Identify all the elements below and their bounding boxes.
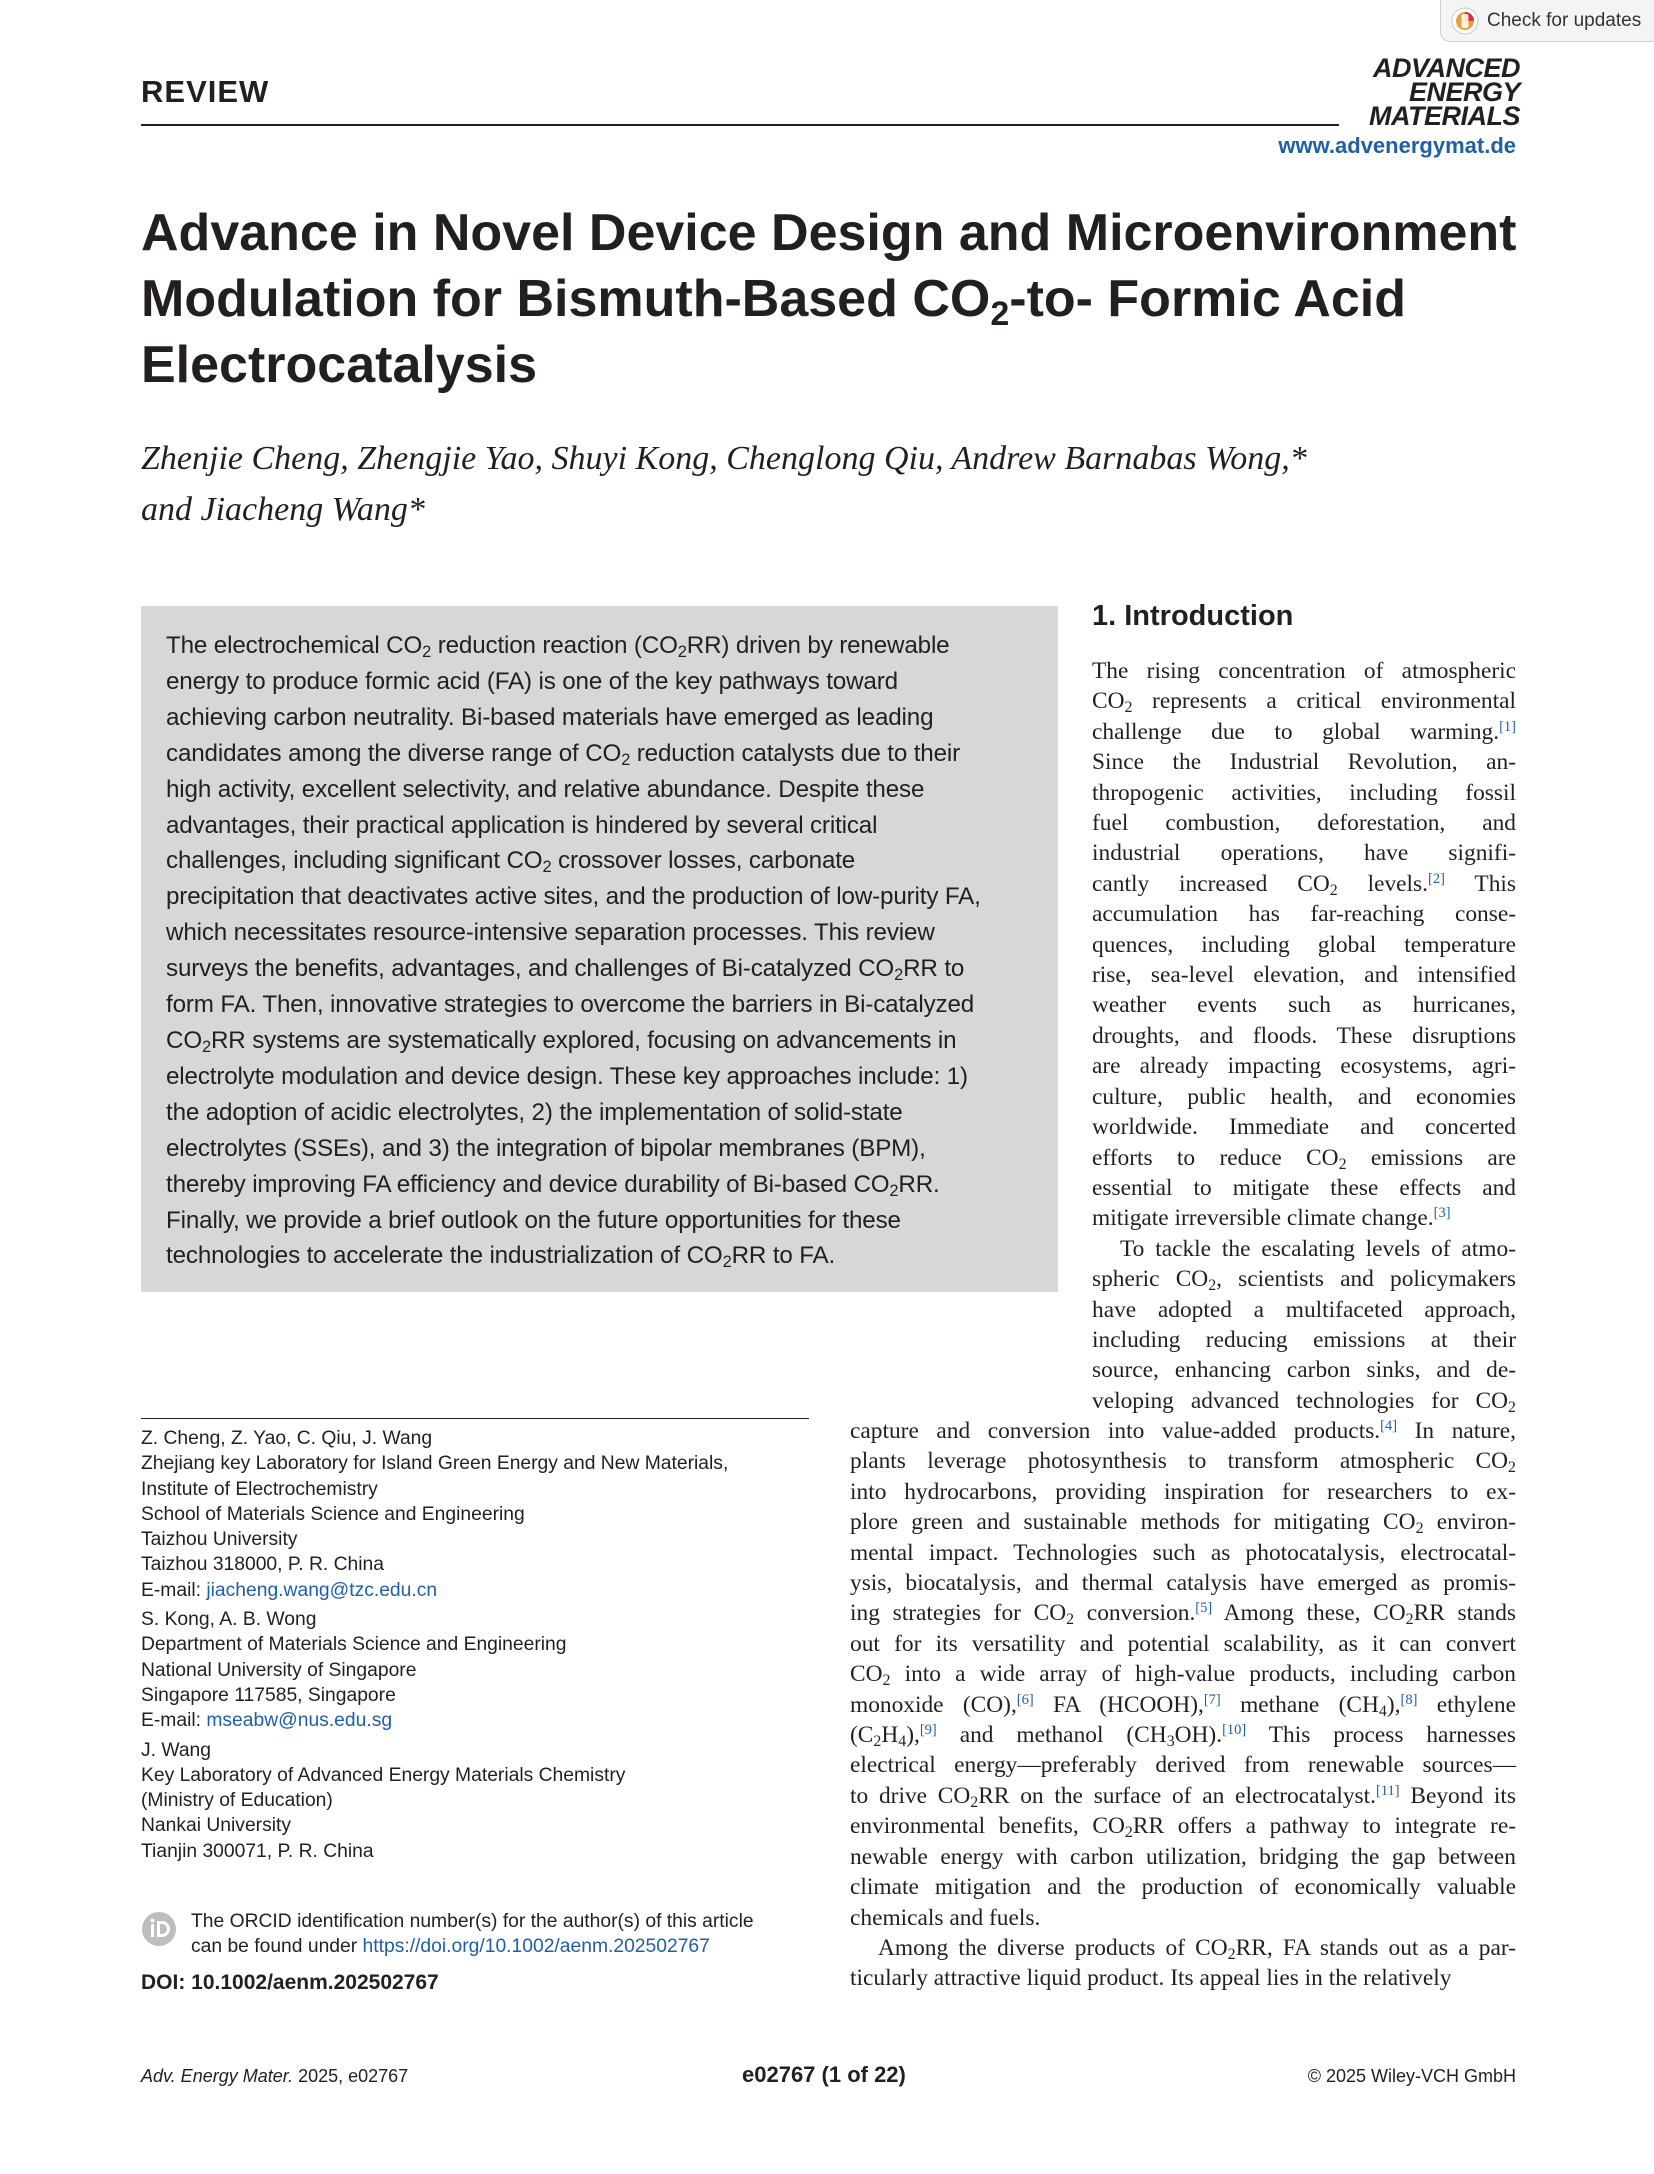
abstract-line: the adoption of acidic electrolytes, 2) the implementation of solid-state [166, 1098, 903, 1126]
body-text-line: essential to mitigate these effects and [1092, 1174, 1516, 1201]
body-text-line: worldwide. Immediate and concerted [1092, 1114, 1516, 1141]
body-text-line: droughts, and floods. These disruptions [1092, 1022, 1516, 1049]
body-text-line: have adopted a multifaceted approach, [1092, 1296, 1516, 1323]
body-text-line: $CO_2$ into a wide array of high-value products, including carbon [850, 1661, 1516, 1690]
affiliation-line: J. Wang [141, 1739, 212, 1761]
abstract-line: electrolyte modulation and device design. These key approaches include: 1) [166, 1062, 968, 1090]
body-text-line: environmental benefits, $CO_2RR$ offers a pathway to integrate re- [850, 1813, 1517, 1842]
body-text-line: thropogenic activities, including fossil [1092, 779, 1516, 806]
intro-column-wide [850, 1416, 1516, 1994]
body-text-line: mental impact. Technologies such as photocatalysis, electrocatal- [850, 1539, 1516, 1566]
affiliation-line: Tianjin 300071, P. R. China [141, 1840, 374, 1862]
abstract-line: which necessitates resource-intensive separation processes. This review [166, 919, 935, 947]
check-for-updates-label: Check for updates [1487, 9, 1642, 31]
title-line: Advance in Novel Device Design and Microenvironment [141, 204, 1517, 262]
body-text-line: electrical energy—preferably derived from renewable sources— [850, 1752, 1516, 1779]
journal-logo-line: MATERIALS [1369, 101, 1520, 131]
footer-year: 2025, e02767 [293, 2066, 409, 2086]
title-line: Modulation for Bismuth-Based CO [141, 270, 991, 328]
abstract-text [166, 628, 1036, 1274]
affiliation-line: Zhejiang key Laboratory for Island Green Energy and New Materials, [141, 1453, 729, 1475]
author-list [141, 433, 1501, 535]
body-text-line: to drive $CO_2RR$ on the surface of an electrocatalyst.[11] Beyond its [850, 1782, 1516, 1811]
affiliation-block [141, 1426, 821, 1868]
affiliation-entry [141, 1607, 821, 1733]
title-subscript: 2 [990, 295, 1010, 333]
orcid-link[interactable]: https://doi.org/10.1002/aenm.202502767 [362, 1936, 710, 1958]
affiliation-rule [141, 1418, 809, 1419]
body-text-line: $(C_2H_4),[9]$ and methanol $(CH_3OH).[10]$ This process harnesses [850, 1722, 1516, 1751]
body-text-line: mitigate irreversible climate change.[3] [1092, 1205, 1451, 1232]
body-text-line: industrial operations, have signifi- [1092, 840, 1516, 867]
affiliation-line: Z. Cheng, Z. Yao, C. Qiu, J. Wang [141, 1428, 433, 1449]
abstract-line: electrolytes (SSEs), and 3) the integration of bipolar membranes (BPM), [166, 1134, 926, 1162]
header-rule [141, 124, 1339, 126]
abstract-line: technologies to accelerate the industrialization of $CO_2RR$ to FA. [166, 1242, 836, 1272]
orcid-line: The ORCID identification number(s) for the author(s) of this article [191, 1911, 754, 1932]
email-link[interactable]: jiacheng.wang@tzc.edu.cn [206, 1579, 438, 1601]
doi-label: DOI: 10.1002/aenm.202502767 [141, 1971, 439, 1994]
body-text-line: efforts to reduce $CO_2$ emissions are [1092, 1144, 1516, 1173]
affiliation-line: S. Kong, A. B. Wong [141, 1609, 317, 1631]
footer-journal: Adv. Energy Mater. [141, 2066, 294, 2086]
footer-citation [141, 2066, 408, 2087]
body-text-line: challenge due to global warming.[1] [1092, 718, 1516, 745]
journal-logo-line: ENERGY [1408, 77, 1520, 107]
affiliation-line: Key Laboratory of Advanced Energy Materials Chemistry [141, 1764, 626, 1786]
abstract-line: thereby improving FA efficiency and device durability of Bi-based $CO_2RR$. [166, 1170, 940, 1200]
body-text-line: fuel combustion, deforestation, and [1092, 810, 1516, 837]
body-text-line: $CO_2$ represents a critical environmental [1092, 688, 1516, 717]
body-text-line: monoxide (CO),[6] FA (HCOOH),[7] methane $(CH_4),[8]$ ethylene [850, 1691, 1516, 1720]
affiliation-entry [141, 1738, 821, 1864]
body-text-line: ticularly attractive liquid product. Its appeal lies in the relatively [850, 1965, 1452, 1992]
author-line: and Jiacheng Wang* [141, 491, 425, 528]
affiliation-line: Department of Materials Science and Engineering [141, 1634, 567, 1656]
abstract-line: advantages, their practical application is hindered by several critical [166, 811, 878, 839]
affiliation-line: Institute of Electrochemistry [141, 1478, 378, 1500]
email-label: E-mail: [141, 1579, 207, 1601]
abstract-line: Finally, we provide a brief outlook on the future opportunities for these [166, 1206, 901, 1234]
affiliation-entry [141, 1426, 821, 1603]
body-text-line: culture, public health, and economies [1092, 1083, 1516, 1110]
journal-url-link[interactable]: www.advenergymat.de [1278, 133, 1516, 158]
affiliation-line: Nankai University [141, 1815, 292, 1837]
orcid-text [191, 1909, 754, 1960]
copyright: © 2025 Wiley-VCH GmbH [1307, 2066, 1516, 2086]
body-text-line: The rising concentration of atmospheric [1092, 658, 1516, 684]
body-text-line: chemicals and fuels. [850, 1904, 1041, 1931]
orcid-icon [141, 1911, 177, 1947]
body-text-line: weather events such as hurricanes, [1092, 992, 1516, 1019]
author-line: Zhenjie Cheng, Zhengjie Yao, Shuyi Kong, Chenglong Qiu, Andrew Barnabas Wong,* [141, 440, 1307, 477]
email-link[interactable]: mseabw@nus.edu.sg [206, 1710, 393, 1732]
page-number: e02767 (1 of 22) [742, 2062, 906, 2087]
body-text-line: climate mitigation and the production of economically valuable [850, 1874, 1516, 1901]
affiliation-line: School of Materials Science and Engineering [141, 1503, 525, 1525]
title-line: Electrocatalysis [141, 336, 538, 394]
body-text-line: source, enhancing carbon sinks, and de- [1092, 1357, 1516, 1384]
article-type: REVIEW [141, 74, 270, 109]
intro-column-narrow [1092, 656, 1516, 1416]
orcid-note [141, 1909, 831, 1965]
body-text-line: accumulation has far-reaching conse- [1092, 901, 1516, 928]
body-text-line: Since the Industrial Revolution, an- [1092, 749, 1516, 776]
orcid-line: can be found under [191, 1936, 363, 1958]
body-text-line: plore green and sustainable methods for mitigating $CO_2$ environ- [850, 1509, 1516, 1538]
abstract-line: $CO_2RR$ systems are systematically explored, focusing on advancements in [166, 1026, 957, 1057]
body-text-line: newable energy with carbon utilization, bridging the gap between [850, 1843, 1516, 1870]
body-text-line: veloping advanced technologies for $CO_2$ [1092, 1387, 1516, 1416]
affiliation-line: National University of Singapore [141, 1659, 417, 1681]
body-text-line: ysis, biocatalysis, and thermal catalysis have emerged as promis- [850, 1570, 1516, 1597]
abstract-box [141, 606, 1058, 1292]
body-text-line: plants leverage photosynthesis to transform atmospheric $CO_2$ [850, 1448, 1516, 1477]
title-line: -to- Formic Acid [1009, 270, 1406, 328]
abstract-line: precipitation that deactivates active sites, and the production of low-purity FA, [166, 883, 981, 911]
section-heading: 1. Introduction [1092, 600, 1294, 632]
abstract-line: high activity, excellent selectivity, and relative abundance. Despite these [166, 775, 925, 803]
body-text-line: cantly increased $CO_2$ levels.[2] This [1092, 870, 1516, 899]
journal-logo [1350, 53, 1520, 131]
affiliation-email-row [141, 1708, 821, 1733]
abstract-line: challenges, including significant $CO_2$ crossover losses, carbonate [166, 847, 856, 877]
email-label: E-mail: [141, 1710, 207, 1732]
check-for-updates-button[interactable] [1440, 0, 1654, 42]
body-text-line: including reducing emissions at their [1092, 1326, 1516, 1353]
body-text-line: rise, sea-level elevation, and intensified [1092, 962, 1516, 989]
body-text-line: capture and conversion into value-added products.[4] In nature, [850, 1418, 1516, 1444]
abstract-line: form FA. Then, innovative strategies to overcome the barriers in Bi-catalyzed [166, 991, 975, 1019]
body-text-line: into hydrocarbons, providing inspiration for researchers to ex- [850, 1478, 1516, 1505]
abstract-line: achieving carbon neutrality. Bi-based materials have emerged as leading [166, 703, 934, 731]
abstract-line: The electrochemical $CO_2$ reduction reaction $(CO_2RR)$ driven by renewable [166, 632, 950, 662]
body-text-line: quences, including global temperature [1092, 931, 1516, 958]
affiliation-line: (Ministry of Education) [141, 1790, 333, 1812]
crossmark-icon [1451, 7, 1479, 35]
affiliation-line: Taizhou University [141, 1529, 298, 1551]
abstract-line: surveys the benefits, advantages, and challenges of Bi-catalyzed $CO_2RR$ to [166, 955, 965, 985]
journal-logo-line: ADVANCED [1372, 53, 1520, 83]
body-text-line: To tackle the escalating levels of atmo- [1120, 1235, 1516, 1262]
abstract-line: energy to produce formic acid (FA) is one of the key pathways toward [166, 667, 898, 695]
body-text-line: are already impacting ecosystems, agri- [1092, 1053, 1516, 1080]
affiliation-email-row [141, 1578, 821, 1603]
affiliation-line: Taizhou 318000, P. R. China [141, 1554, 384, 1576]
body-text-line: spheric $CO_2$, scientists and policymakers [1092, 1266, 1517, 1295]
affiliation-line: Singapore 117585, Singapore [141, 1684, 396, 1706]
abstract-line: candidates among the diverse range of $CO_2$ reduction catalysts due to their [166, 739, 961, 769]
body-text-line: ing strategies for $CO_2$ conversion.[5] Among these, $CO_2RR$ stands [850, 1600, 1517, 1629]
article-title [141, 200, 1541, 398]
body-text-line: out for its versatility and potential scalability, as it can convert [850, 1630, 1516, 1657]
body-text-line: Among the diverse products of $CO_2RR$, FA stands out as a par- [878, 1934, 1516, 1963]
